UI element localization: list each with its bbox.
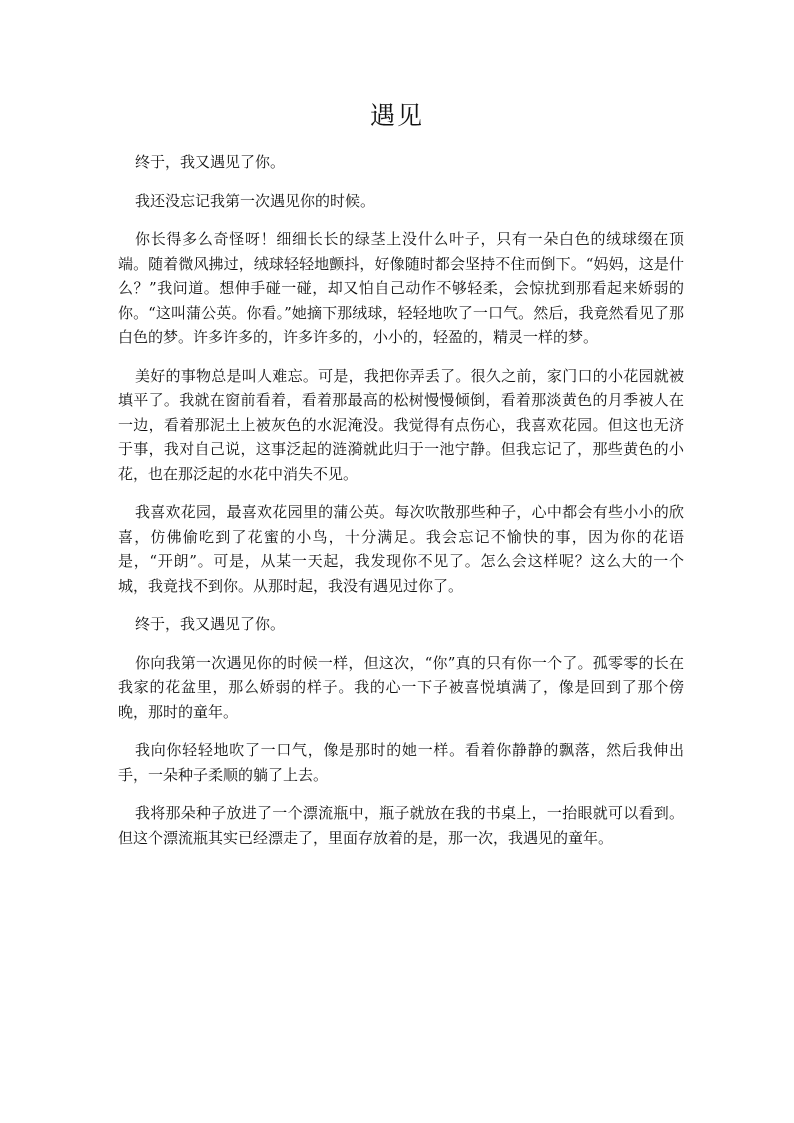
paragraph: 我将那朵种子放进了一个漂流瓶中，瓶子就放在我的书桌上，一抬眼就可以看到。但这个漂流瓶其实已经漂走了，里面存放着的是，那一次，我遇见的童年。 [118,804,684,847]
paragraph: 我向你轻轻地吹了一口气，像是那时的她一样。看着你静静的飘落，然后我伸出手，一朵种子柔顺的躺了上去。 [118,741,684,784]
paragraph: 你长得多么奇怪呀！细细长长的绿茎上没什么叶子，只有一朵白色的绒球缀在顶端。随着微风拂过，绒球轻轻地颤抖，好像随时都会坚持不住而倒下。“妈妈，这是什么？”我问道。想伸手碰一碰，却又怕自己动作不够轻柔，会惊扰到那看起来娇弱的你。“这叫蒲公英。你看。”她摘下那绒球，轻轻地吹了一口气。然后，我竟然看见了那白色的梦。许多许多的，许多许多的，小小的，轻盈的，精灵一样的梦。 [118,230,684,346]
document-title: 遇见 [369,101,424,130]
paragraph: 我还没忘记我第一次遇见你的时候。 [135,191,376,210]
paragraph: 美好的事物总是叫人难忘。可是，我把你弄丢了。很久之前，家门口的小花园就被填平了。我就在窗前看着，看着那最高的松树慢慢倾倒，看着那淡黄色的月季被人在一边，看着那泥土上被灰色的水泥淹没。我觉得有点伤心，我喜欢花园。但这也无济于事，我对自己说，这事泛起的涟漪就此归于一池宁静。但我忘记了，那些黄色的小花，也在那泛起的水花中消失不见。 [118,366,684,483]
document-body [118,150,684,864]
paragraph: 我喜欢花园，最喜欢花园里的蒲公英。每次吹散那些种子，心中都会有些小小的欣喜，仿佛偷吃到了花蜜的小鸟，十分满足。我会忘记不愉快的事，因为你的花语是，“开朗”。可是，从某一天起，我发现你不见了。怎么会这样呢？这么大的一个城，我竟找不到你。从那时起，我没有遇见过你了。 [118,503,684,595]
paragraph: 终于，我又遇见了你。 [135,153,286,171]
paragraph: 你向我第一次遇见你的时候一样，但这次，“你”真的只有你一个了。孤零零的长在我家的花盆里，那么娇弱的样子。我的心一下子被喜悦填满了，像是回到了那个傍晚，那时的童年。 [118,653,684,721]
paragraph: 终于，我又遇见了你。 [135,615,286,633]
